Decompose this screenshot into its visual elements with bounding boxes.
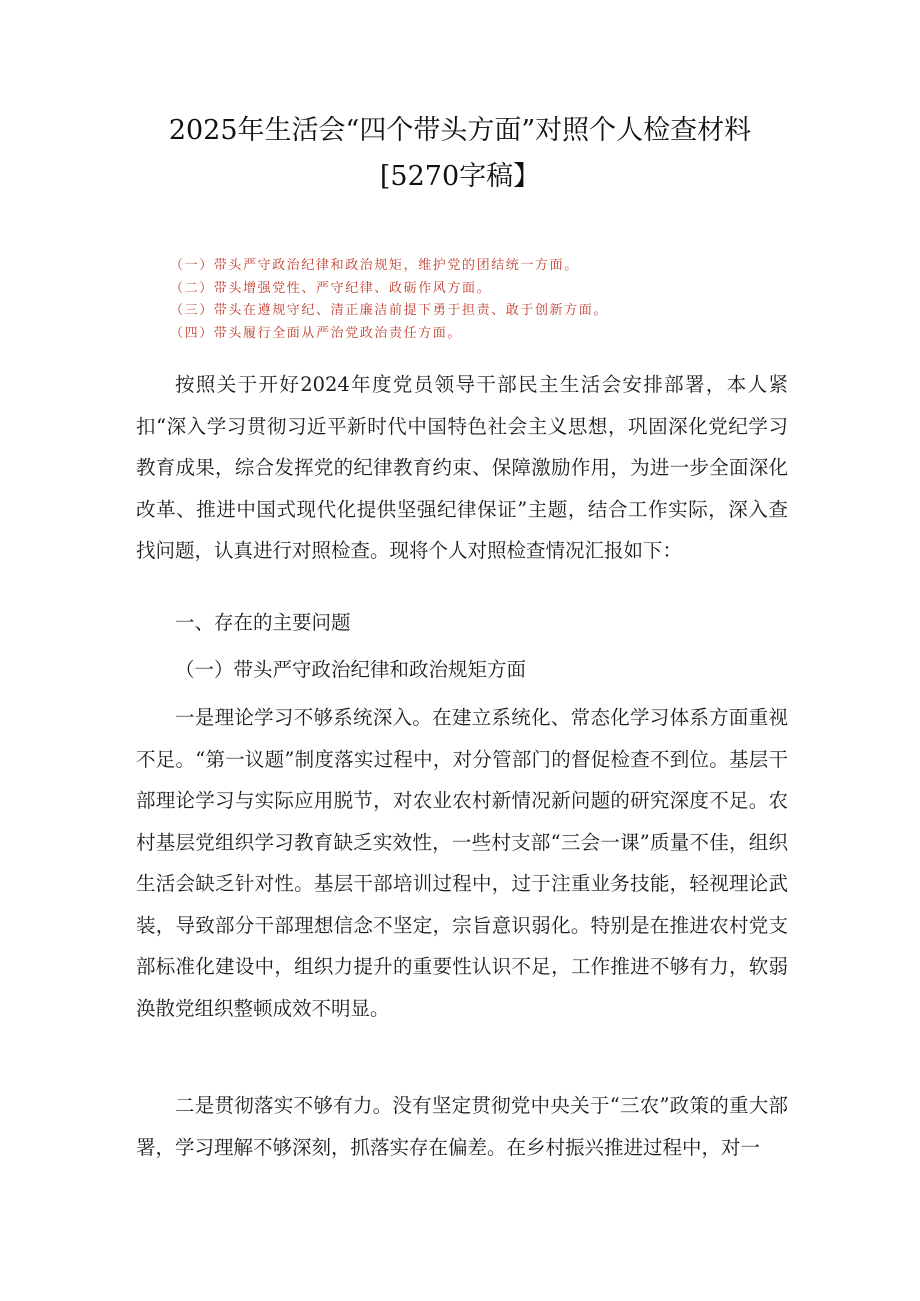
- toc-item-2: （二）带头增强党性、严守纪律、政砺作风方面。: [170, 280, 492, 296]
- intro-paragraph: 按照关于开好2024年度党员领导干部民主生活会安排部署，本人紧扣“深入学习贯彻习近平新时代中国特色社会主义思想，巩固深化党纪学习教育成果，综合发挥党的纪律教育约束、保障激励作用，为进一步全面深化改革、推进中国式现代化提供坚强纪律保证”主题，结合工作实际，深入查找问题，认真进行对照检查。现将个人对照检查情况汇报如下：: [136, 373, 788, 562]
- section-heading: 一、存在的主要问题: [175, 611, 351, 634]
- toc-item-1: （一）带头严守政治纪律和政治规矩，维护党的团结统一方面。: [170, 258, 579, 273]
- table-of-contents: [170, 255, 810, 345]
- paragraph-item-2: 二是贯彻落实不够有力。没有坚定贯彻党中央关于“三农”政策的重大部署，学习理解不够深刻，抓落实存在偏差。在乡村振兴推进过程中，对一: [136, 1094, 788, 1159]
- toc-item-4: （四）带头履行全面从严治党政治责任方面。: [170, 325, 463, 341]
- subsection-heading: （一）带头严守政治纪律和政治规矩方面: [175, 658, 527, 681]
- toc-item-3: （三）带头在遵规守纪、清正廉洁前提下勇于担责、敢于创新方面。: [170, 303, 609, 318]
- document-title-word-count: [5270字稿】: [379, 161, 541, 192]
- document-title: 2025年生活会“四个带头方面”对照个人检查材料: [168, 115, 752, 146]
- paragraph-item-1: 一是理论学习不够系统深入。在建立系统化、常态化学习体系方面重视不足。“第一议题”制度落实过程中，对分管部门的督促检查不到位。基层干部理论学习与实际应用脱节，对农业农村新情况新问题的研究深度不足。农村基层党组织学习教育缺乏实效性，一些村支部“三会一课”质量不佳，组织生活会缺乏针对性。基层干部培训过程中，过于注重业务技能，轻视理论武装，导致部分干部理想信念不坚定，宗旨意识弱化。特别是在推进农村党支部标准化建设中，组织力提升的重要性认识不足，工作推进不够有力，软弱涣散党组织整顿成效不明显。: [136, 706, 788, 1020]
